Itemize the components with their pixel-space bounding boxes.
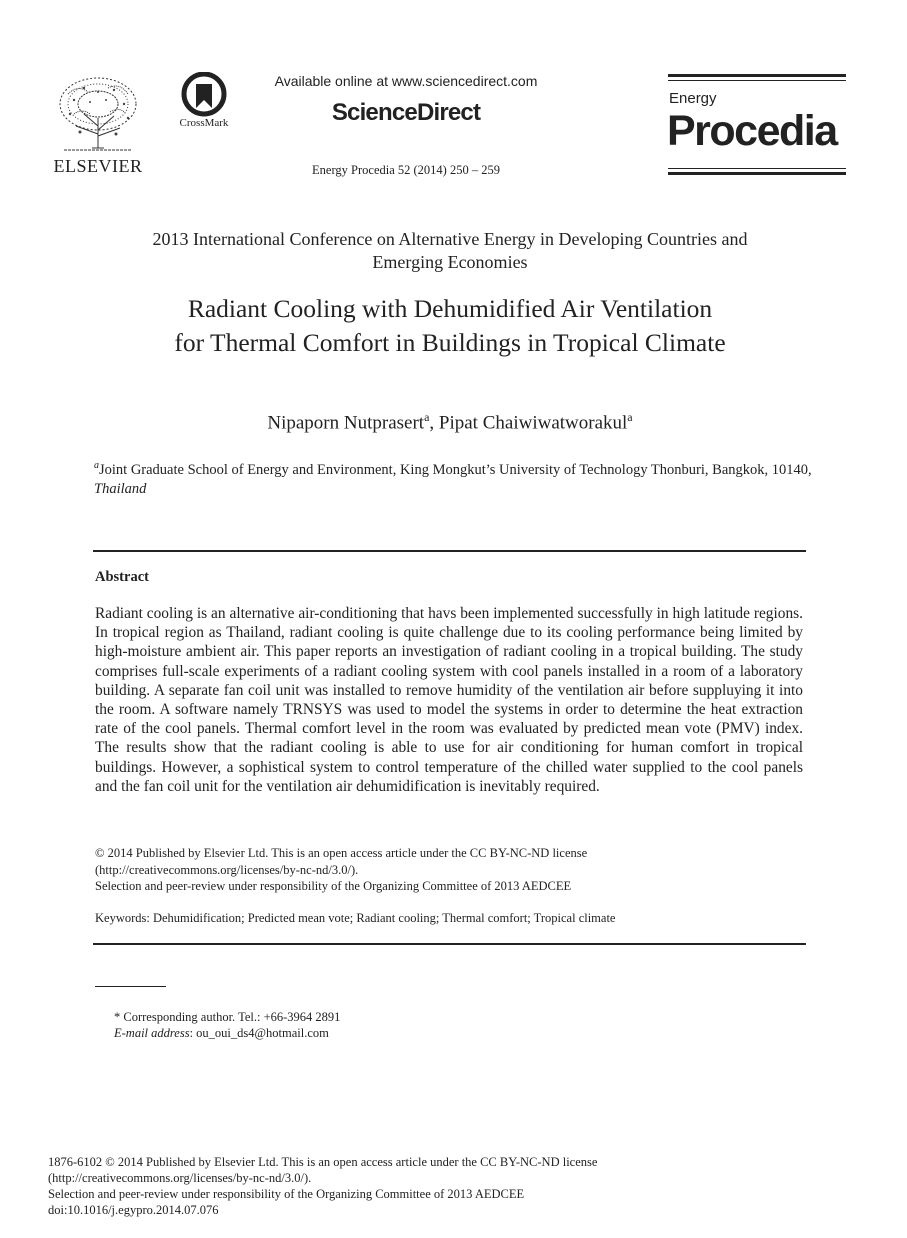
copyright-notice [95, 845, 815, 895]
publisher-name: ELSEVIER [53, 156, 143, 176]
conference-name [80, 228, 820, 274]
peer-review-line: Selection and peer-review under responsibility of the Organizing Committee of 2013 AEDCEE [95, 879, 572, 893]
conference-line-1: 2013 International Conference on Alternative Energy in Developing Countries and [152, 229, 748, 249]
journal-reference: Energy Procedia 52 (2014) 250 – 259 [312, 163, 500, 177]
copyright-line-1: © 2014 Published by Elsevier Ltd. This is an open access article under the CC BY-NC-ND license [95, 846, 588, 860]
divider-bottom [93, 943, 806, 945]
affiliation [94, 456, 814, 499]
affiliation-text: Joint Graduate School of Energy and Environment, King Mongkut’s University of Technology Thonburi, Bangkok, 10140, [99, 461, 812, 478]
sciencedirect-logo: ScienceDirect [331, 99, 481, 126]
logo-rule-bottom-thin [668, 168, 846, 169]
keywords: Keywords: Dehumidification; Predicted mean vote; Radiant cooling; Thermal comfort; Tropical climate [95, 911, 616, 925]
conference-line-2: Emerging Economies [372, 252, 528, 272]
author-name: Nipaporn Nutprasert [267, 412, 425, 434]
energy-procedia-logo [668, 74, 846, 178]
title-line-1: Radiant Cooling with Dehumidified Air Ventilation [187, 294, 713, 323]
crossmark-label: CrossMark [179, 117, 229, 129]
paper-title [60, 292, 840, 360]
logo-rule-bottom [668, 172, 846, 175]
logo-rule-top-thin [668, 80, 846, 81]
journal-small-name: Energy [669, 90, 717, 107]
logo-rule-top [668, 74, 846, 77]
footnote-rule [95, 986, 166, 987]
footer-license-link[interactable]: (http://creativecommons.org/licenses/by-nc-nd/3.0/). [48, 1171, 312, 1185]
author-name: Pipat Chaiwiwatworakul [438, 412, 628, 434]
footer-issn-line: 1876-6102 © 2014 Published by Elsevier Ltd. This is an open access article under the CC BY-NC-ND license [48, 1155, 598, 1169]
elsevier-logo [50, 74, 146, 176]
affiliation-mark: a [94, 460, 99, 471]
email-address[interactable]: : ou_oui_ds4@hotmail.com [189, 1026, 329, 1040]
corresponding-author [114, 1009, 340, 1041]
author-list [60, 410, 840, 434]
abstract-body: Radiant cooling is an alternative air-conditioning that havs been implemented successfully in high latitude regions. In tropical region as Thailand, radiant cooling is quite challenge due to its cooling performance being limited by high-moisture ambient air. This paper reports an investigation of radiant cooling in a tropical building. The study comprises full-scale experiments of a radiant cooling system with cool panels installed in a room of a laboratory building. A separate fan coil unit was installed to remove humidity of the ventilation air before suppluying it into the room. A software namely TRNSYS was used to model the systems in order to determine the heat extraction rate of the cool panels. Thermal comfort level in the room was evaluated by predicted mean vote (PMV) index. The results show that the radiant cooling is able to use for air conditioning for human comfort in tropical buildings. However, a sophistical system to control temperature of the chilled water supplied to the cool panels and the fan coil unit for the ventilation air dehumidification is inevitably required. [95, 605, 803, 795]
abstract-heading: Abstract [95, 569, 149, 585]
email-line [114, 1025, 340, 1041]
footer-peer-review-line: Selection and peer-review under responsibility of the Organizing Committee of 2013 AEDCEE [48, 1187, 525, 1201]
footer-doi[interactable]: doi:10.1016/j.egypro.2014.07.076 [48, 1203, 219, 1217]
title-line-2: for Thermal Comfort in Buildings in Tropical Climate [174, 328, 726, 357]
journal-large-name: Procedia [667, 107, 837, 155]
elsevier-tree-icon [54, 74, 142, 154]
author-affiliation-mark: a [424, 410, 430, 424]
license-link[interactable]: (http://creativecommons.org/licenses/by-nc-nd/3.0/). [95, 862, 359, 877]
affiliation-country: Thailand [94, 480, 147, 497]
author-affiliation-mark: a [627, 410, 633, 424]
page-footer [48, 1154, 848, 1218]
corresponding-author-line: * Corresponding author. Tel.: +66-3964 2891 [114, 1010, 341, 1024]
email-label: E-mail address [114, 1026, 190, 1040]
available-online: Available online at www.sciencedirect.com [274, 73, 538, 89]
author-separator: , [429, 412, 439, 434]
divider-top [93, 550, 806, 552]
